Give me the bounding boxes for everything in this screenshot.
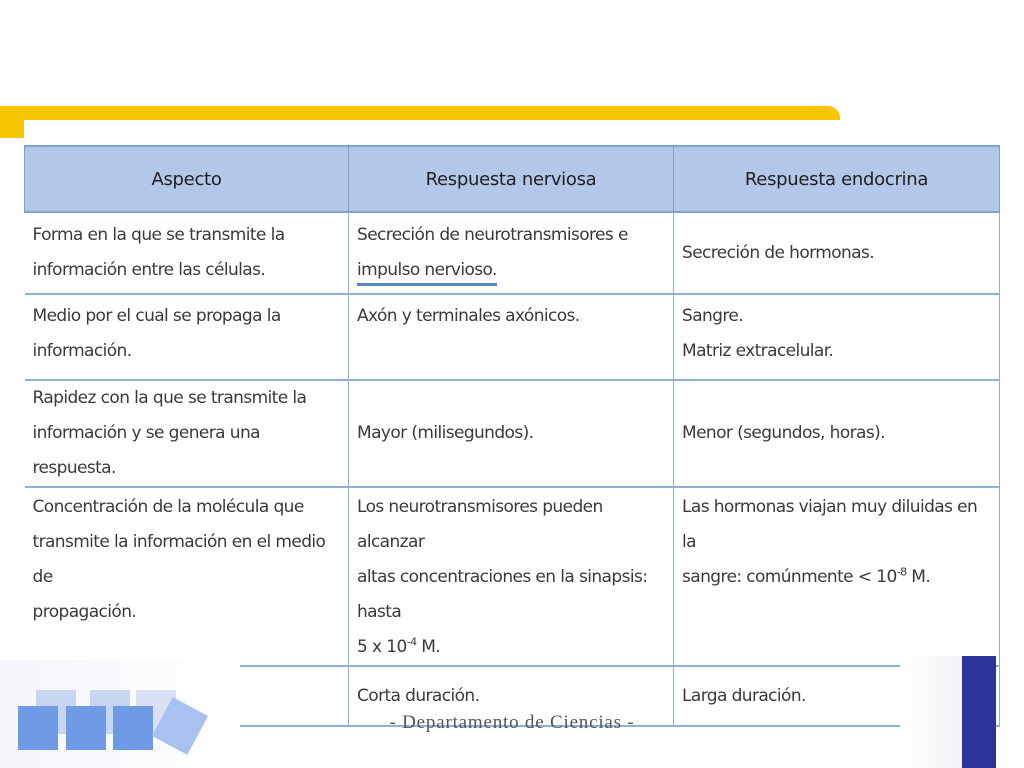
cell-endocrina xyxy=(674,380,1000,487)
footer-department-label: - Departamento de Ciencias - xyxy=(389,712,635,733)
cell-text: Los neurotransmisores pueden alcanzar altas concentraciones en la sinapsis: hasta 5 x 10 xyxy=(357,497,648,657)
cell-text: Sangre. Matriz extracelular. xyxy=(682,306,834,361)
comparison-table-container xyxy=(24,145,999,706)
navy-accent-bar xyxy=(962,656,996,768)
cell-text: Forma en la que se transmite la información entre las células. xyxy=(32,225,285,280)
cell-aspecto xyxy=(25,487,349,666)
cell-text: Secreción de neurotransmisores e xyxy=(357,225,628,245)
cell-text: Axón y terminales axónicos. xyxy=(357,306,580,326)
yellow-accent-tab xyxy=(0,106,24,138)
header-respuesta-nerviosa: Respuesta nerviosa xyxy=(349,146,674,212)
table-row xyxy=(25,380,1000,487)
cell-text: Las hormonas viajan muy diluidas en la sangre: comúnmente < 10 xyxy=(682,497,978,587)
comparison-table xyxy=(24,145,1000,727)
unit-text: M. xyxy=(416,637,441,657)
cell-aspecto xyxy=(25,212,349,294)
cell-nerviosa xyxy=(349,487,674,666)
cell-endocrina xyxy=(674,212,1000,294)
cell-aspecto xyxy=(25,294,349,380)
cell-text: Corta duración. xyxy=(357,685,480,706)
cell-text: Rapidez con la que se transmite la información y se genera una respuesta. xyxy=(32,388,307,478)
cell-nerviosa xyxy=(349,212,674,294)
cell-text: Menor (segundos, horas). xyxy=(682,423,885,443)
cell-text: Larga duración. xyxy=(682,685,806,706)
cell-text: Concentración de la molécula que transmite la información en el medio de propagación. xyxy=(32,497,326,622)
unit-text: M. xyxy=(906,567,931,587)
cell-text: Secreción de hormonas. xyxy=(682,242,875,263)
yellow-accent-bar xyxy=(0,106,840,120)
header-respuesta-endocrina: Respuesta endocrina xyxy=(674,146,1000,212)
footer-fade xyxy=(900,656,962,768)
cell-endocrina xyxy=(674,487,1000,666)
cell-nerviosa xyxy=(349,294,674,380)
table-row xyxy=(25,294,1000,380)
exponent: -4 xyxy=(406,635,417,649)
cell-aspecto xyxy=(25,380,349,487)
header-aspecto: Aspecto xyxy=(25,146,349,212)
cell-endocrina xyxy=(674,294,1000,380)
cell-nerviosa xyxy=(349,380,674,487)
cell-text: Medio por el cual se propaga la información. xyxy=(32,306,281,361)
underlined-text: impulso nervioso. xyxy=(357,257,497,286)
exponent: -8 xyxy=(896,565,907,579)
cell-text: Mayor (milisegundos). xyxy=(357,423,534,443)
table-row xyxy=(25,487,1000,666)
table-header-row xyxy=(25,146,1000,212)
table-row xyxy=(25,212,1000,294)
